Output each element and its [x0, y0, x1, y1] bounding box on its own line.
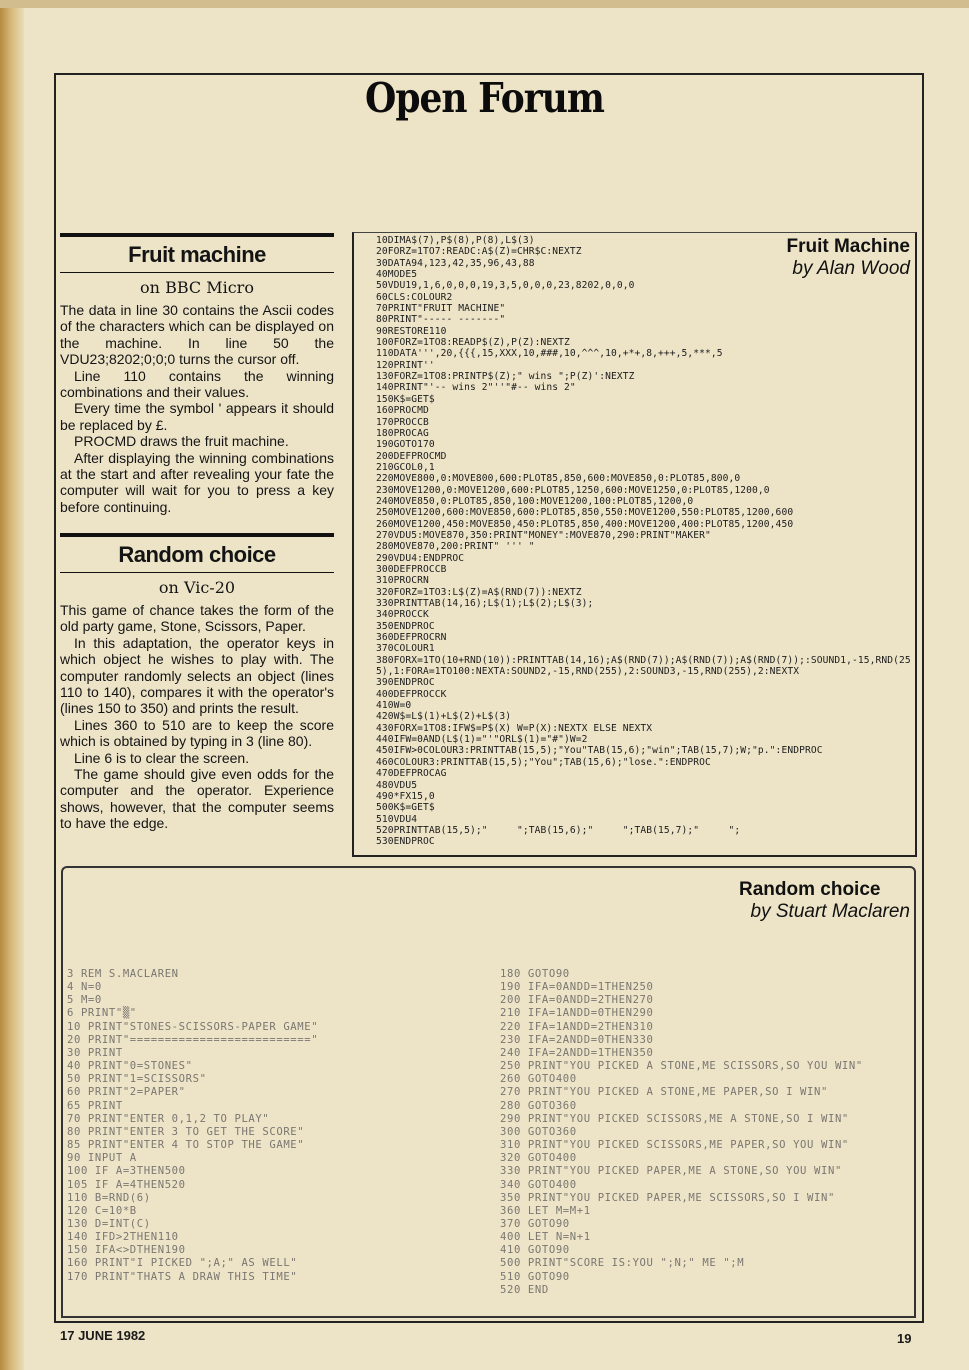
code-line: 130 D=INT(C): [67, 1217, 151, 1230]
code-line: 110 B=RND(6): [67, 1191, 151, 1204]
article-fruit-machine: [60, 233, 334, 515]
code-line: 350ENDPROC: [376, 620, 435, 632]
code-line: 150 IFA<>DTHEN190: [67, 1244, 186, 1257]
code-line: 510VDU4: [376, 813, 418, 825]
listing-author: by Stuart Maclaren: [750, 901, 910, 922]
code-line: 290VDU4:ENDPROC: [376, 552, 465, 564]
code-line: 180PROCAG: [376, 427, 429, 439]
article-title-rule: [60, 572, 334, 573]
code-line: 270 PRINT"YOU PICKED A STONE,ME PAPER,SO I WIN": [500, 1086, 828, 1099]
code-line: 520PRINTTAB(15,5);" ";TAB(15,6);" ";TAB(15,7);" ";: [376, 824, 741, 836]
article-paragraph: After displaying the winning combinations at the start and after revealing your fate the computer will wait for you to press a key before continuing.: [60, 449, 334, 515]
code-line: 290 PRINT"YOU PICKED SCISSORS,ME A STONE,SO I WIN": [500, 1112, 849, 1125]
code-line: 30 PRINT: [67, 1046, 123, 1059]
code-line: 220 IFA=1ANDD=2THEN310: [500, 1020, 654, 1033]
code-line: 20FORZ=1TO7:READC:A$(Z)=CHR$C:NEXTZ: [376, 246, 582, 258]
code-line: 200 IFA=0ANDD=2THEN270: [500, 994, 654, 1007]
code-line: 30DATA94,123,42,35,96,43,88: [376, 257, 535, 269]
code-line: 370 GOTO90: [500, 1217, 570, 1230]
article-top-rule: [60, 533, 334, 537]
code-line: 490*FX15,0: [376, 790, 435, 802]
code-line: 4 N=0: [67, 981, 102, 994]
code-line: 250MOVE1200,600:MOVE850,600:PLOT85,850,550:MOVE1200,550:PLOT85,1200,600: [376, 507, 794, 519]
code-line: 300 GOTO360: [500, 1125, 577, 1138]
random-listing-right-column: [500, 968, 863, 1297]
code-line: 390ENDPROC: [376, 677, 435, 689]
fruit-machine-byline: [700, 236, 910, 280]
code-line: 140PRINT"'-- wins 2"''"#-- wins 2": [376, 382, 576, 394]
code-line: 160 PRINT"I PICKED ";A;" AS WELL": [67, 1257, 298, 1270]
listing-author: by Alan Wood: [792, 258, 910, 279]
random-choice-byline: [640, 879, 910, 923]
code-line: 3 REM S.MACLAREN: [67, 968, 179, 980]
code-line: 240MOVE850,0:PLOT85,850,100:MOVE1200,100:PLOT85,1200,0: [376, 495, 694, 507]
code-line: 230MOVE1200,0:MOVE1200,600:PLOT85,1250,600:MOVE1250,0:PLOT85,1200,0: [376, 484, 770, 496]
code-line: 85 PRINT"ENTER 4 TO STOP THE GAME": [67, 1139, 305, 1152]
code-line: 260 GOTO400: [500, 1073, 577, 1086]
code-line: 340PROCCK: [376, 609, 429, 621]
code-line: 510 GOTO90: [500, 1270, 570, 1283]
code-line: 190GOTO170: [376, 439, 435, 451]
code-line: 60 PRINT"2=PAPER": [67, 1086, 186, 1099]
code-line: 100FORZ=1TO8:READP$(Z),P(Z):NEXTZ: [376, 337, 570, 349]
code-line: 480VDU5: [376, 779, 418, 791]
article-paragraph: Line 110 contains the winning combinations and their values.: [60, 367, 334, 401]
article-top-rule: [60, 233, 334, 237]
code-line: 40MODE5: [376, 269, 418, 281]
code-line: 220MOVE800,0:MOVE800,600:PLOT85,850,600:MOVE850,0:PLOT85,800,0: [376, 473, 741, 485]
code-line: 120PRINT'': [376, 359, 435, 371]
listing-title: Fruit Machine: [786, 236, 910, 257]
code-line: 380FORX=1TO(10+RND(10)):PRINTTAB(14,16);A$(RND(7));A$(RND(7));A$(RND(7));:SOUND1,-15,RND(255),1:FORA=1TO100:NEXTA:SOUND2,-15,RND(255),2:SOUND3,-15,RND(255),2:NEXTX: [376, 654, 911, 678]
article-paragraph: PROCMD draws the fruit machine.: [74, 433, 289, 450]
random-listing-left-column: [67, 968, 318, 1284]
code-line: 80PRINT"----- -------": [376, 314, 506, 326]
page-number: 19: [897, 1331, 912, 1346]
code-line: 50VDU19,1,6,0,0,0,19,3,5,0,0,0,23,8202,0,0,0: [376, 280, 635, 292]
listing-title: Random choice: [739, 879, 881, 900]
code-line: 90RESTORE110: [376, 325, 447, 337]
code-line: 520 END: [500, 1283, 549, 1296]
code-line: 410 GOTO90: [500, 1244, 570, 1257]
page-heading: Open Forum: [365, 74, 604, 123]
code-line: 280MOVE870,200:PRINT" ''' ": [376, 541, 535, 553]
code-line: 10 PRINT"STONES-SCISSORS-PAPER GAME": [67, 1020, 319, 1033]
code-line: 190 IFA=0ANDD=1THEN250: [500, 981, 654, 994]
article-random-choice: [60, 533, 334, 832]
code-line: 40 PRINT"0=STONES": [67, 1060, 193, 1073]
code-line: 140 IFD>2THEN110: [67, 1231, 179, 1244]
issue-date: 17 JUNE 1982: [60, 1328, 146, 1343]
code-line: 320FORZ=1TO3:L$(Z)=A$(RND(7)):NEXTZ: [376, 586, 582, 598]
code-line: 70PRINT"FRUIT MACHINE": [376, 303, 506, 315]
article-subtitle: on Vic-20: [158, 578, 236, 597]
code-line: 170PROCCB: [376, 416, 429, 428]
article-subtitle: on BBC Micro: [140, 278, 254, 297]
code-line: 10DIMA$(7),P$(8),P(8),L$(3): [376, 235, 535, 246]
code-line: 400 LET N=N+1: [500, 1231, 591, 1244]
code-line: 70 PRINT"ENTER 0,1,2 TO PLAY": [67, 1112, 270, 1125]
code-line: 105 IF A=4THEN520: [67, 1178, 186, 1191]
code-line: 450IFW>0COLOUR3:PRINTTAB(15,5);"You"TAB(15,6);"win";TAB(15,7);W;"p.":ENDPROC: [376, 745, 823, 757]
code-line: 170 PRINT"THATS A DRAW THIS TIME": [67, 1270, 298, 1283]
code-line: 210GCOL0,1: [376, 461, 435, 473]
article-title: Random choice: [118, 542, 276, 567]
code-line: 270VDU5:MOVE870,350:PRINT"MONEY":MOVE870,290:PRINT"MAKER": [376, 529, 711, 541]
article-title-rule: [60, 272, 334, 273]
code-line: 6 PRINT"▒": [67, 1007, 137, 1020]
code-line: 150K$=GET$: [376, 393, 435, 405]
listing-code: [356, 235, 914, 848]
code-line: 230 IFA=2ANDD=0THEN330: [500, 1033, 654, 1046]
article-paragraph: The game should give even odds for the computer and the operator. Experience shows, however, that the computer seems to have the edge.: [60, 766, 334, 832]
code-line: 260MOVE1200,450:MOVE850,450:PLOT85,850,400:MOVE1200,400:PLOT85,1200,450: [376, 518, 794, 530]
article-paragraph: Every time the symbol ' appears it should be replaced by £.: [60, 400, 334, 433]
code-line: 500 PRINT"SCORE IS:YOU ";N;" ME ";M: [500, 1257, 745, 1270]
code-line: 470DEFPROCAG: [376, 768, 447, 780]
code-line: 180 GOTO90: [500, 968, 570, 980]
code-line: 400DEFPROCCK: [376, 688, 447, 700]
code-line: 5 M=0: [67, 994, 102, 1007]
code-line: 310PROCRN: [376, 575, 429, 587]
code-line: 160PROCMD: [376, 405, 429, 417]
code-line: 350 PRINT"YOU PICKED PAPER,ME SCISSORS,SO I WIN": [500, 1191, 835, 1204]
code-line: 60CLS:COLOUR2: [376, 291, 453, 303]
code-line: 410W=0: [376, 700, 412, 712]
code-line: 20 PRINT"==========================": [67, 1033, 319, 1046]
code-line: 530ENDPROC: [376, 836, 435, 848]
code-line: 100 IF A=3THEN500: [67, 1165, 186, 1178]
code-line: 420W$=L$(1)+L$(2)+L$(3): [376, 711, 512, 723]
code-line: 460COLOUR3:PRINTTAB(15,5);"You";TAB(15,6);"lose.":ENDPROC: [376, 756, 711, 768]
code-line: 360 LET M=M+1: [500, 1204, 591, 1217]
code-line: 360DEFPROCRN: [376, 632, 447, 644]
article-paragraph: Line 6 is to clear the screen.: [74, 749, 250, 766]
article-paragraph: The data in line 30 contains the Ascii codes of the characters which can be displayed on the machine. In line 50 the VDU23;8202;0;0;0 turns the cursor off.: [60, 302, 334, 368]
magazine-spine: [0, 0, 24, 1370]
article-title: Fruit machine: [128, 242, 266, 267]
article-paragraph: This game of chance takes the form of the old party game, Stone, Scissors, Paper.: [60, 602, 334, 635]
code-line: 80 PRINT"ENTER 3 TO GET THE SCORE": [67, 1125, 305, 1138]
code-line: 90 INPUT A: [67, 1152, 137, 1165]
code-line: 110DATA''',20,{{{,15,XXX,10,###,10,^^^,10,+*+,8,+++,5,***,5: [376, 348, 723, 360]
code-line: 300DEFPROCCB: [376, 563, 447, 575]
code-line: 240 IFA=2ANDD=1THEN350: [500, 1046, 654, 1059]
code-line: 280 GOTO360: [500, 1099, 577, 1112]
code-line: 200DEFPROCMD: [376, 450, 447, 462]
code-line: 370COLOUR1: [376, 643, 435, 655]
article-paragraph: In this adaptation, the operator keys in which object he wishes to play with. The computer randomly selects an object (lines 110 to 140), compares it with the operator's (lines 150 to 350) and prints the result.: [60, 634, 334, 717]
code-line: 340 GOTO400: [500, 1178, 577, 1191]
code-line: 330 PRINT"YOU PICKED PAPER,ME A STONE,SO YOU WIN": [500, 1165, 842, 1178]
fruit-machine-listing: [352, 232, 917, 857]
code-line: 430FORX=1TO8:IFW$=P$(X) W=P(X):NEXTX ELSE NEXTX: [376, 722, 653, 734]
code-line: 310 PRINT"YOU PICKED SCISSORS,ME PAPER,SO YOU WIN": [500, 1139, 849, 1152]
code-line: 250 PRINT"YOU PICKED A STONE,ME SCISSORS,SO YOU WIN": [500, 1060, 863, 1073]
code-line: 50 PRINT"1=SCISSORS": [67, 1073, 207, 1086]
code-line: 440IFW=0AND(L$(1)="'"ORL$(1)="#")W=2: [376, 734, 588, 746]
page-top-edge: [0, 0, 969, 8]
code-line: 120 C=10*B: [67, 1204, 137, 1217]
code-line: 320 GOTO400: [500, 1152, 577, 1165]
article-paragraph: Lines 360 to 510 are to keep the score which is obtained by typing in 3 (line 80).: [60, 716, 334, 750]
code-line: 65 PRINT: [67, 1099, 123, 1112]
code-line: 500K$=GET$: [376, 802, 435, 814]
code-line: 330PRINTTAB(14,16);L$(1);L$(2);L$(3);: [376, 598, 594, 609]
code-line: 210 IFA=1ANDD=0THEN290: [500, 1007, 654, 1020]
code-line: 130FORZ=1TO8:PRINTP$(Z);" wins ";P(Z)':NEXTZ: [376, 371, 635, 383]
